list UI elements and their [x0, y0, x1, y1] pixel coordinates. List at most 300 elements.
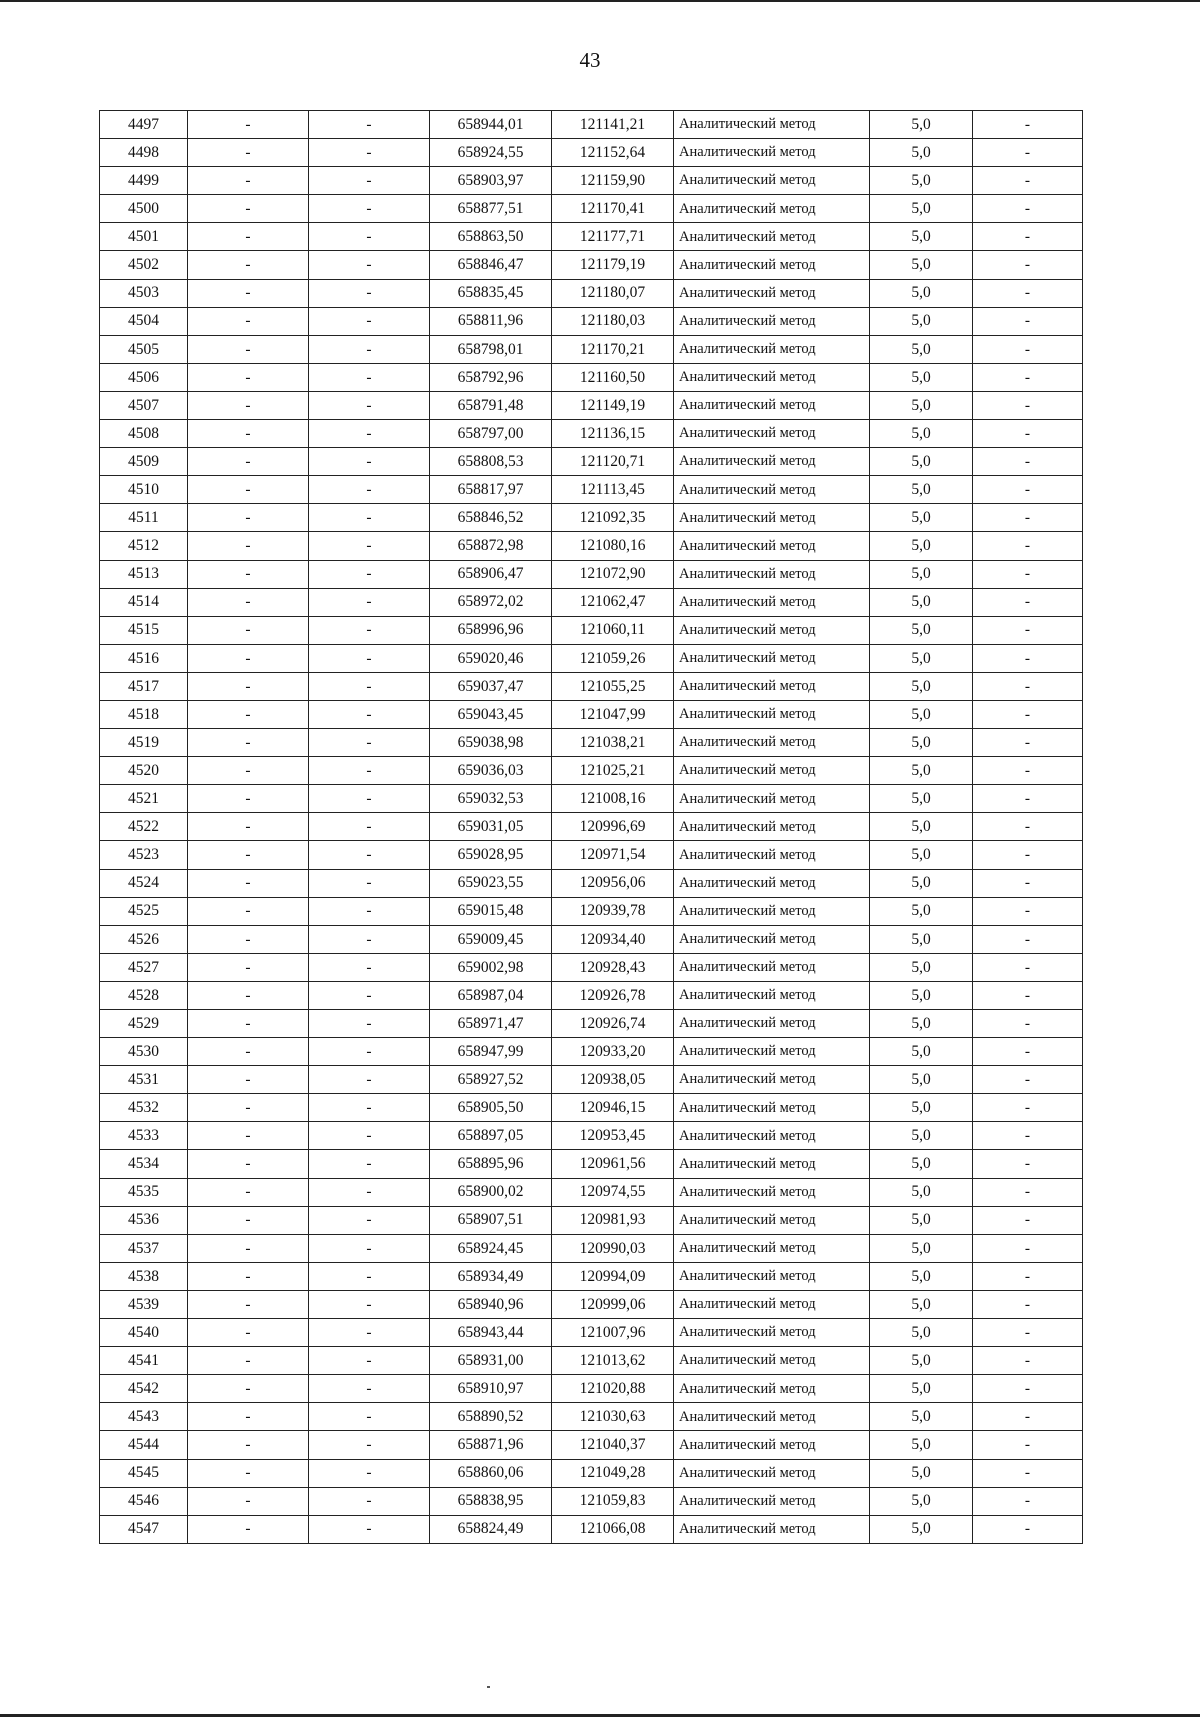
x-coordinate-cell: 659015,48	[430, 897, 552, 925]
accuracy-cell: 5,0	[870, 1431, 973, 1459]
table-row	[100, 448, 1083, 476]
point-number-cell: 4509	[100, 448, 188, 476]
y-coordinate-cell: 120999,06	[552, 1290, 674, 1318]
accuracy-cell: 5,0	[870, 644, 973, 672]
description-cell: -	[973, 1066, 1083, 1094]
x-old-cell: -	[188, 1234, 309, 1262]
y-old-cell: -	[309, 700, 430, 728]
y-old-cell: -	[309, 1094, 430, 1122]
point-number-cell: 4529	[100, 1010, 188, 1038]
y-old-cell: -	[309, 1347, 430, 1375]
y-coordinate-cell: 120953,45	[552, 1122, 674, 1150]
description-cell: -	[973, 1150, 1083, 1178]
table-row	[100, 672, 1083, 700]
method-cell: Аналитический метод	[674, 672, 870, 700]
description-cell: -	[973, 841, 1083, 869]
x-coordinate-cell: 658846,47	[430, 251, 552, 279]
table-row	[100, 560, 1083, 588]
table-row	[100, 700, 1083, 728]
x-old-cell: -	[188, 1459, 309, 1487]
point-number-cell: 4544	[100, 1431, 188, 1459]
accuracy-cell: 5,0	[870, 476, 973, 504]
description-cell: -	[973, 532, 1083, 560]
x-old-cell: -	[188, 1094, 309, 1122]
x-old-cell: -	[188, 588, 309, 616]
y-coordinate-cell: 120961,56	[552, 1150, 674, 1178]
method-cell: Аналитический метод	[674, 1262, 870, 1290]
x-old-cell: -	[188, 644, 309, 672]
point-number-cell: 4497	[100, 111, 188, 139]
accuracy-cell: 5,0	[870, 363, 973, 391]
method-cell: Аналитический метод	[674, 532, 870, 560]
coordinates-table-body	[100, 111, 1083, 1544]
x-coordinate-cell: 658871,96	[430, 1431, 552, 1459]
table-row	[100, 1459, 1083, 1487]
x-coordinate-cell: 658906,47	[430, 560, 552, 588]
y-coordinate-cell: 121059,83	[552, 1487, 674, 1515]
accuracy-cell: 5,0	[870, 420, 973, 448]
description-cell: -	[973, 1178, 1083, 1206]
point-number-cell: 4513	[100, 560, 188, 588]
x-old-cell: -	[188, 307, 309, 335]
accuracy-cell: 5,0	[870, 953, 973, 981]
accuracy-cell: 5,0	[870, 504, 973, 532]
accuracy-cell: 5,0	[870, 1010, 973, 1038]
description-cell: -	[973, 1431, 1083, 1459]
method-cell: Аналитический метод	[674, 167, 870, 195]
y-old-cell: -	[309, 953, 430, 981]
y-coordinate-cell: 121120,71	[552, 448, 674, 476]
point-number-cell: 4499	[100, 167, 188, 195]
table-row	[100, 1010, 1083, 1038]
y-old-cell: -	[309, 307, 430, 335]
accuracy-cell: 5,0	[870, 1403, 973, 1431]
method-cell: Аналитический метод	[674, 1515, 870, 1543]
x-coordinate-cell: 658924,55	[430, 139, 552, 167]
description-cell: -	[973, 1262, 1083, 1290]
y-coordinate-cell: 121179,19	[552, 251, 674, 279]
accuracy-cell: 5,0	[870, 729, 973, 757]
x-old-cell: -	[188, 504, 309, 532]
accuracy-cell: 5,0	[870, 1094, 973, 1122]
table-row	[100, 279, 1083, 307]
y-old-cell: -	[309, 167, 430, 195]
y-coordinate-cell: 121060,11	[552, 616, 674, 644]
y-coordinate-cell: 121180,07	[552, 279, 674, 307]
x-old-cell: -	[188, 1319, 309, 1347]
description-cell: -	[973, 588, 1083, 616]
x-coordinate-cell: 658877,51	[430, 195, 552, 223]
table-row	[100, 363, 1083, 391]
point-number-cell: 4524	[100, 869, 188, 897]
accuracy-cell: 5,0	[870, 223, 973, 251]
point-number-cell: 4545	[100, 1459, 188, 1487]
x-coordinate-cell: 659037,47	[430, 672, 552, 700]
y-coordinate-cell: 120990,03	[552, 1234, 674, 1262]
x-coordinate-cell: 659032,53	[430, 785, 552, 813]
y-old-cell: -	[309, 251, 430, 279]
y-old-cell: -	[309, 504, 430, 532]
description-cell: -	[973, 335, 1083, 363]
x-old-cell: -	[188, 139, 309, 167]
method-cell: Аналитический метод	[674, 1319, 870, 1347]
method-cell: Аналитический метод	[674, 391, 870, 419]
accuracy-cell: 5,0	[870, 869, 973, 897]
accuracy-cell: 5,0	[870, 1206, 973, 1234]
x-coordinate-cell: 659031,05	[430, 813, 552, 841]
x-coordinate-cell: 658824,49	[430, 1515, 552, 1543]
x-old-cell: -	[188, 195, 309, 223]
point-number-cell: 4518	[100, 700, 188, 728]
x-coordinate-cell: 658808,53	[430, 448, 552, 476]
y-coordinate-cell: 120938,05	[552, 1066, 674, 1094]
table-row	[100, 1262, 1083, 1290]
x-old-cell: -	[188, 869, 309, 897]
description-cell: -	[973, 195, 1083, 223]
description-cell: -	[973, 813, 1083, 841]
method-cell: Аналитический метод	[674, 1206, 870, 1234]
description-cell: -	[973, 420, 1083, 448]
y-coordinate-cell: 121180,03	[552, 307, 674, 335]
method-cell: Аналитический метод	[674, 1066, 870, 1094]
y-old-cell: -	[309, 644, 430, 672]
x-old-cell: -	[188, 1122, 309, 1150]
y-old-cell: -	[309, 1178, 430, 1206]
point-number-cell: 4539	[100, 1290, 188, 1318]
point-number-cell: 4512	[100, 532, 188, 560]
y-old-cell: -	[309, 1515, 430, 1543]
table-row	[100, 1319, 1083, 1347]
description-cell: -	[973, 1290, 1083, 1318]
table-row	[100, 1122, 1083, 1150]
description-cell: -	[973, 757, 1083, 785]
y-old-cell: -	[309, 1010, 430, 1038]
x-coordinate-cell: 658791,48	[430, 391, 552, 419]
x-old-cell: -	[188, 1150, 309, 1178]
x-old-cell: -	[188, 729, 309, 757]
y-coordinate-cell: 120974,55	[552, 1178, 674, 1206]
y-coordinate-cell: 121177,71	[552, 223, 674, 251]
table-row	[100, 532, 1083, 560]
y-coordinate-cell: 121152,64	[552, 139, 674, 167]
point-number-cell: 4530	[100, 1038, 188, 1066]
y-coordinate-cell: 121025,21	[552, 757, 674, 785]
method-cell: Аналитический метод	[674, 785, 870, 813]
x-old-cell: -	[188, 420, 309, 448]
point-number-cell: 4526	[100, 925, 188, 953]
table-row	[100, 1234, 1083, 1262]
table-row	[100, 223, 1083, 251]
table-row	[100, 841, 1083, 869]
accuracy-cell: 5,0	[870, 925, 973, 953]
page-number: 43	[579, 48, 601, 72]
method-cell: Аналитический метод	[674, 841, 870, 869]
table-row	[100, 1347, 1083, 1375]
description-cell: -	[973, 279, 1083, 307]
x-coordinate-cell: 658943,44	[430, 1319, 552, 1347]
description-cell: -	[973, 1459, 1083, 1487]
x-coordinate-cell: 658931,00	[430, 1347, 552, 1375]
accuracy-cell: 5,0	[870, 1515, 973, 1543]
y-old-cell: -	[309, 1122, 430, 1150]
accuracy-cell: 5,0	[870, 1178, 973, 1206]
table-row	[100, 1094, 1083, 1122]
x-old-cell: -	[188, 1403, 309, 1431]
x-old-cell: -	[188, 757, 309, 785]
accuracy-cell: 5,0	[870, 448, 973, 476]
table-row	[100, 1487, 1083, 1515]
description-cell: -	[973, 1515, 1083, 1543]
table-row	[100, 1290, 1083, 1318]
x-old-cell: -	[188, 785, 309, 813]
x-coordinate-cell: 658903,97	[430, 167, 552, 195]
method-cell: Аналитический метод	[674, 925, 870, 953]
x-old-cell: -	[188, 1010, 309, 1038]
point-number-cell: 4503	[100, 279, 188, 307]
table-row	[100, 1515, 1083, 1543]
method-cell: Аналитический метод	[674, 448, 870, 476]
table-row	[100, 1178, 1083, 1206]
x-coordinate-cell: 658924,45	[430, 1234, 552, 1262]
y-coordinate-cell: 121092,35	[552, 504, 674, 532]
y-coordinate-cell: 120934,40	[552, 925, 674, 953]
y-coordinate-cell: 121008,16	[552, 785, 674, 813]
accuracy-cell: 5,0	[870, 616, 973, 644]
table-row	[100, 953, 1083, 981]
y-coordinate-cell: 121170,41	[552, 195, 674, 223]
table-row	[100, 813, 1083, 841]
point-number-cell: 4508	[100, 420, 188, 448]
description-cell: -	[973, 700, 1083, 728]
x-coordinate-cell: 659009,45	[430, 925, 552, 953]
description-cell: -	[973, 729, 1083, 757]
x-coordinate-cell: 658872,98	[430, 532, 552, 560]
x-coordinate-cell: 658905,50	[430, 1094, 552, 1122]
description-cell: -	[973, 1122, 1083, 1150]
y-old-cell: -	[309, 841, 430, 869]
y-old-cell: -	[309, 139, 430, 167]
accuracy-cell: 5,0	[870, 251, 973, 279]
accuracy-cell: 5,0	[870, 195, 973, 223]
x-old-cell: -	[188, 1515, 309, 1543]
accuracy-cell: 5,0	[870, 1122, 973, 1150]
y-old-cell: -	[309, 363, 430, 391]
y-coordinate-cell: 121047,99	[552, 700, 674, 728]
description-cell: -	[973, 1375, 1083, 1403]
accuracy-cell: 5,0	[870, 391, 973, 419]
point-number-cell: 4538	[100, 1262, 188, 1290]
x-old-cell: -	[188, 1206, 309, 1234]
description-cell: -	[973, 616, 1083, 644]
y-coordinate-cell: 121136,15	[552, 420, 674, 448]
accuracy-cell: 5,0	[870, 1234, 973, 1262]
point-number-cell: 4517	[100, 672, 188, 700]
y-coordinate-cell: 121059,26	[552, 644, 674, 672]
table-row	[100, 869, 1083, 897]
method-cell: Аналитический метод	[674, 1150, 870, 1178]
y-coordinate-cell: 121170,21	[552, 335, 674, 363]
x-coordinate-cell: 658838,95	[430, 1487, 552, 1515]
table-row	[100, 729, 1083, 757]
y-coordinate-cell: 120981,93	[552, 1206, 674, 1234]
y-coordinate-cell: 121040,37	[552, 1431, 674, 1459]
table-row	[100, 195, 1083, 223]
table-row	[100, 1150, 1083, 1178]
method-cell: Аналитический метод	[674, 644, 870, 672]
description-cell: -	[973, 223, 1083, 251]
x-old-cell: -	[188, 279, 309, 307]
x-old-cell: -	[188, 1487, 309, 1515]
x-coordinate-cell: 658940,96	[430, 1290, 552, 1318]
y-coordinate-cell: 121055,25	[552, 672, 674, 700]
x-old-cell: -	[188, 700, 309, 728]
table-row	[100, 897, 1083, 925]
table-row	[100, 1403, 1083, 1431]
method-cell: Аналитический метод	[674, 813, 870, 841]
y-coordinate-cell: 121007,96	[552, 1319, 674, 1347]
y-coordinate-cell: 120926,78	[552, 981, 674, 1009]
x-old-cell: -	[188, 560, 309, 588]
y-coordinate-cell: 121072,90	[552, 560, 674, 588]
description-cell: -	[973, 1234, 1083, 1262]
description-cell: -	[973, 1038, 1083, 1066]
x-coordinate-cell: 658811,96	[430, 307, 552, 335]
description-cell: -	[973, 1347, 1083, 1375]
table-row	[100, 588, 1083, 616]
x-old-cell: -	[188, 167, 309, 195]
y-old-cell: -	[309, 420, 430, 448]
point-number-cell: 4534	[100, 1150, 188, 1178]
x-old-cell: -	[188, 1431, 309, 1459]
accuracy-cell: 5,0	[870, 897, 973, 925]
x-coordinate-cell: 658797,00	[430, 420, 552, 448]
y-old-cell: -	[309, 223, 430, 251]
method-cell: Аналитический метод	[674, 476, 870, 504]
x-coordinate-cell: 658895,96	[430, 1150, 552, 1178]
point-number-cell: 4515	[100, 616, 188, 644]
table-row	[100, 307, 1083, 335]
x-coordinate-cell: 658792,96	[430, 363, 552, 391]
method-cell: Аналитический метод	[674, 1375, 870, 1403]
accuracy-cell: 5,0	[870, 1262, 973, 1290]
point-number-cell: 4505	[100, 335, 188, 363]
method-cell: Аналитический метод	[674, 1459, 870, 1487]
table-row	[100, 981, 1083, 1009]
point-number-cell: 4500	[100, 195, 188, 223]
method-cell: Аналитический метод	[674, 504, 870, 532]
x-old-cell: -	[188, 448, 309, 476]
accuracy-cell: 5,0	[870, 139, 973, 167]
y-old-cell: -	[309, 1234, 430, 1262]
x-coordinate-cell: 658944,01	[430, 111, 552, 139]
x-coordinate-cell: 658987,04	[430, 981, 552, 1009]
method-cell: Аналитический метод	[674, 560, 870, 588]
x-old-cell: -	[188, 1038, 309, 1066]
x-old-cell: -	[188, 223, 309, 251]
y-old-cell: -	[309, 981, 430, 1009]
description-cell: -	[973, 307, 1083, 335]
x-old-cell: -	[188, 953, 309, 981]
table-row	[100, 111, 1083, 139]
description-cell: -	[973, 925, 1083, 953]
accuracy-cell: 5,0	[870, 841, 973, 869]
accuracy-cell: 5,0	[870, 1066, 973, 1094]
x-coordinate-cell: 658897,05	[430, 1122, 552, 1150]
point-number-cell: 4506	[100, 363, 188, 391]
table-row	[100, 757, 1083, 785]
y-old-cell: -	[309, 1290, 430, 1318]
y-old-cell: -	[309, 391, 430, 419]
x-coordinate-cell: 658860,06	[430, 1459, 552, 1487]
accuracy-cell: 5,0	[870, 111, 973, 139]
accuracy-cell: 5,0	[870, 1347, 973, 1375]
method-cell: Аналитический метод	[674, 223, 870, 251]
y-old-cell: -	[309, 897, 430, 925]
x-coordinate-cell: 658900,02	[430, 1178, 552, 1206]
x-coordinate-cell: 659002,98	[430, 953, 552, 981]
point-number-cell: 4541	[100, 1347, 188, 1375]
description-cell: -	[973, 953, 1083, 981]
x-old-cell: -	[188, 111, 309, 139]
y-coordinate-cell: 120926,74	[552, 1010, 674, 1038]
table-row	[100, 1206, 1083, 1234]
y-old-cell: -	[309, 279, 430, 307]
x-coordinate-cell: 658907,51	[430, 1206, 552, 1234]
table-row	[100, 476, 1083, 504]
y-old-cell: -	[309, 1459, 430, 1487]
x-old-cell: -	[188, 925, 309, 953]
y-coordinate-cell: 120946,15	[552, 1094, 674, 1122]
method-cell: Аналитический метод	[674, 420, 870, 448]
x-old-cell: -	[188, 897, 309, 925]
point-number-cell: 4528	[100, 981, 188, 1009]
x-old-cell: -	[188, 1347, 309, 1375]
y-coordinate-cell: 121149,19	[552, 391, 674, 419]
point-number-cell: 4542	[100, 1375, 188, 1403]
point-number-cell: 4536	[100, 1206, 188, 1234]
y-old-cell: -	[309, 1206, 430, 1234]
point-number-cell: 4531	[100, 1066, 188, 1094]
y-coordinate-cell: 120996,69	[552, 813, 674, 841]
x-old-cell: -	[188, 532, 309, 560]
x-coordinate-cell: 658817,97	[430, 476, 552, 504]
method-cell: Аналитический метод	[674, 307, 870, 335]
accuracy-cell: 5,0	[870, 1290, 973, 1318]
y-coordinate-cell: 120971,54	[552, 841, 674, 869]
accuracy-cell: 5,0	[870, 700, 973, 728]
accuracy-cell: 5,0	[870, 588, 973, 616]
y-coordinate-cell: 121020,88	[552, 1375, 674, 1403]
accuracy-cell: 5,0	[870, 672, 973, 700]
x-old-cell: -	[188, 335, 309, 363]
x-old-cell: -	[188, 1375, 309, 1403]
method-cell: Аналитический метод	[674, 363, 870, 391]
accuracy-cell: 5,0	[870, 1319, 973, 1347]
accuracy-cell: 5,0	[870, 785, 973, 813]
y-coordinate-cell: 121080,16	[552, 532, 674, 560]
y-old-cell: -	[309, 476, 430, 504]
x-coordinate-cell: 658798,01	[430, 335, 552, 363]
description-cell: -	[973, 504, 1083, 532]
table-row	[100, 616, 1083, 644]
method-cell: Аналитический метод	[674, 251, 870, 279]
table-row	[100, 251, 1083, 279]
method-cell: Аналитический метод	[674, 1347, 870, 1375]
table-row	[100, 420, 1083, 448]
accuracy-cell: 5,0	[870, 532, 973, 560]
accuracy-cell: 5,0	[870, 279, 973, 307]
description-cell: -	[973, 167, 1083, 195]
